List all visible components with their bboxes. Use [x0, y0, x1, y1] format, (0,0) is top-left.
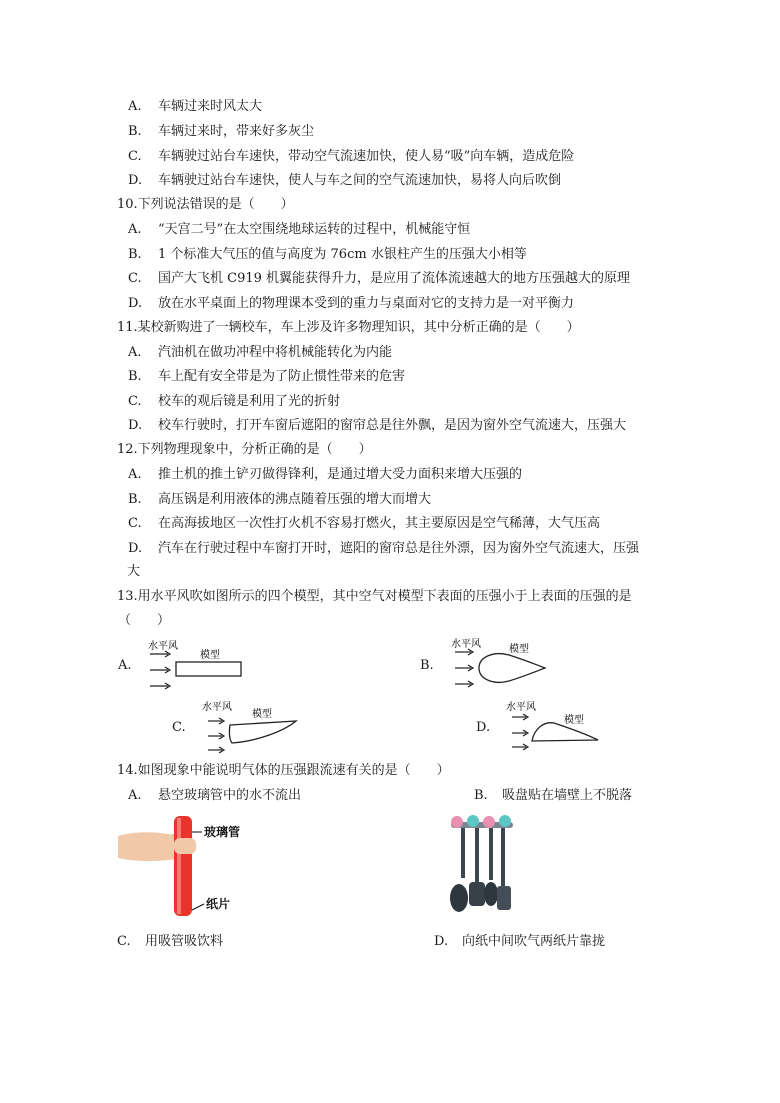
- wind-label: 水平风: [148, 641, 178, 652]
- paper-label: 纸片: [206, 897, 231, 911]
- q11-option-d[interactable]: D. 校车行驶时，打开车窗后遮阳的窗帘总是往外飘，是因为窗外空气流速大，压强大: [128, 418, 627, 433]
- q9-option-d[interactable]: D. 车辆驶过站台车速快，使人与车之间的空气流速加快，易将人向后吹倒: [128, 173, 562, 188]
- q11-option-c[interactable]: C. 校车的观后镜是利用了光的折射: [128, 394, 341, 409]
- hand-shape: [118, 832, 182, 861]
- q12-option-d-continuation: 大: [127, 564, 141, 579]
- model-label: 模型: [564, 715, 584, 726]
- model-label: 模型: [252, 709, 272, 720]
- wind-label: 水平风: [202, 702, 232, 713]
- q11-option-b[interactable]: B. 车上配有安全带是为了防止惯性带来的危害: [128, 369, 406, 384]
- q12-stem: 12.下列物理现象中，分析正确的是（ ）: [117, 442, 372, 457]
- q14-option-a[interactable]: A. 悬空玻璃管中的水不流出: [128, 788, 302, 803]
- q9-option-b[interactable]: B. 车辆过来时，带来好多灰尘: [128, 124, 315, 139]
- q13-figure-c-label[interactable]: C.: [172, 720, 186, 735]
- q12-option-d[interactable]: D. 汽车在行驶过程中车窗打开时，遮阳的窗帘总是往外漂，因为窗外空气流速大，压强: [128, 541, 640, 556]
- q13-figure-a: [140, 636, 250, 694]
- flat-plate-model: [176, 662, 241, 676]
- q9-option-a[interactable]: A. 车辆过来时风太大: [128, 99, 263, 114]
- q12-option-b[interactable]: B. 高压锅是利用液体的沸点随着压强的增大而增大: [128, 492, 432, 507]
- q14-stem: 14.如图现象中能说明气体的压强跟流速有关的是（ ）: [117, 763, 450, 778]
- q13-figure-b-label[interactable]: B.: [420, 658, 434, 673]
- glass-tube-label: 玻璃管: [204, 825, 241, 839]
- q13-figure-d: [502, 697, 612, 755]
- model-label: 模型: [509, 644, 529, 655]
- q14-photo-suction-hooks: [445, 812, 520, 916]
- q13-figure-b: [445, 634, 555, 694]
- q12-option-a[interactable]: A. 推土机的推土铲刃做得锋利，是通过增大受力面积来增大压强的: [128, 467, 523, 482]
- q14-option-c[interactable]: C. 用吸管吸饮料: [117, 934, 224, 949]
- q10-option-b[interactable]: B. 1 个标准大气压的值与高度为 76cm 水银柱产生的压强大小相等: [128, 247, 527, 262]
- suction-cup-icon: [467, 815, 479, 827]
- wind-label: 水平风: [506, 702, 536, 713]
- ladle-icon: [450, 884, 468, 912]
- q13-figure-a-label[interactable]: A.: [118, 658, 132, 673]
- q14-option-b[interactable]: B. 吸盘贴在墙壁上不脱落: [474, 788, 633, 803]
- teardrop-model: [479, 654, 545, 683]
- q12-option-c[interactable]: C. 在高海拔地区一次性打火机不容易打燃火，其主要原因是空气稀薄，大气压高: [128, 516, 601, 531]
- wind-label: 水平风: [451, 639, 481, 650]
- model-label: 模型: [200, 650, 220, 661]
- q9-option-c[interactable]: C. 车辆驶过站台车速快，带动空气流速加快，使人易“吸”向车辆，造成危险: [128, 149, 575, 164]
- wing-model-flat-top: [229, 721, 296, 743]
- q14-option-d[interactable]: D. 向纸中间吹气两纸片靠拢: [434, 934, 606, 949]
- q10-option-a[interactable]: A. “天宫二号”在太空围绕地球运转的过程中，机械能守恒: [128, 222, 471, 237]
- q10-option-d[interactable]: D. 放在水平桌面上的物理课本受到的重力与桌面对它的支持力是一对平衡力: [128, 296, 575, 311]
- suction-cup-icon: [499, 815, 511, 827]
- suction-cup-icon: [483, 816, 495, 828]
- q13-figure-d-label[interactable]: D.: [476, 720, 491, 735]
- q11-stem: 11.某校新购进了一辆校车，车上涉及许多物理知识，其中分析正确的是（ ）: [117, 320, 580, 335]
- q13-stem-continuation: （ ）: [118, 613, 171, 628]
- q10-stem: 10.下列说法错误的是（ ）: [117, 197, 294, 212]
- q11-option-a[interactable]: A. 汽油机在做功冲程中将机械能转化为内能: [128, 345, 393, 360]
- q13-stem: 13.用水平风吹如图所示的四个模型，其中空气对模型下表面的压强小于上表面的压强的是: [117, 589, 632, 604]
- q13-figure-c: [198, 697, 308, 755]
- q14-photo-glass-tube: [118, 812, 278, 918]
- q10-option-c[interactable]: C. 国产大飞机 C919 机翼能获得升力，是应用了流体流速越大的地方压强越大的原理: [128, 271, 631, 286]
- suction-cup-icon: [451, 816, 463, 828]
- spatula-icon: [469, 882, 485, 906]
- red-tube: [174, 816, 192, 916]
